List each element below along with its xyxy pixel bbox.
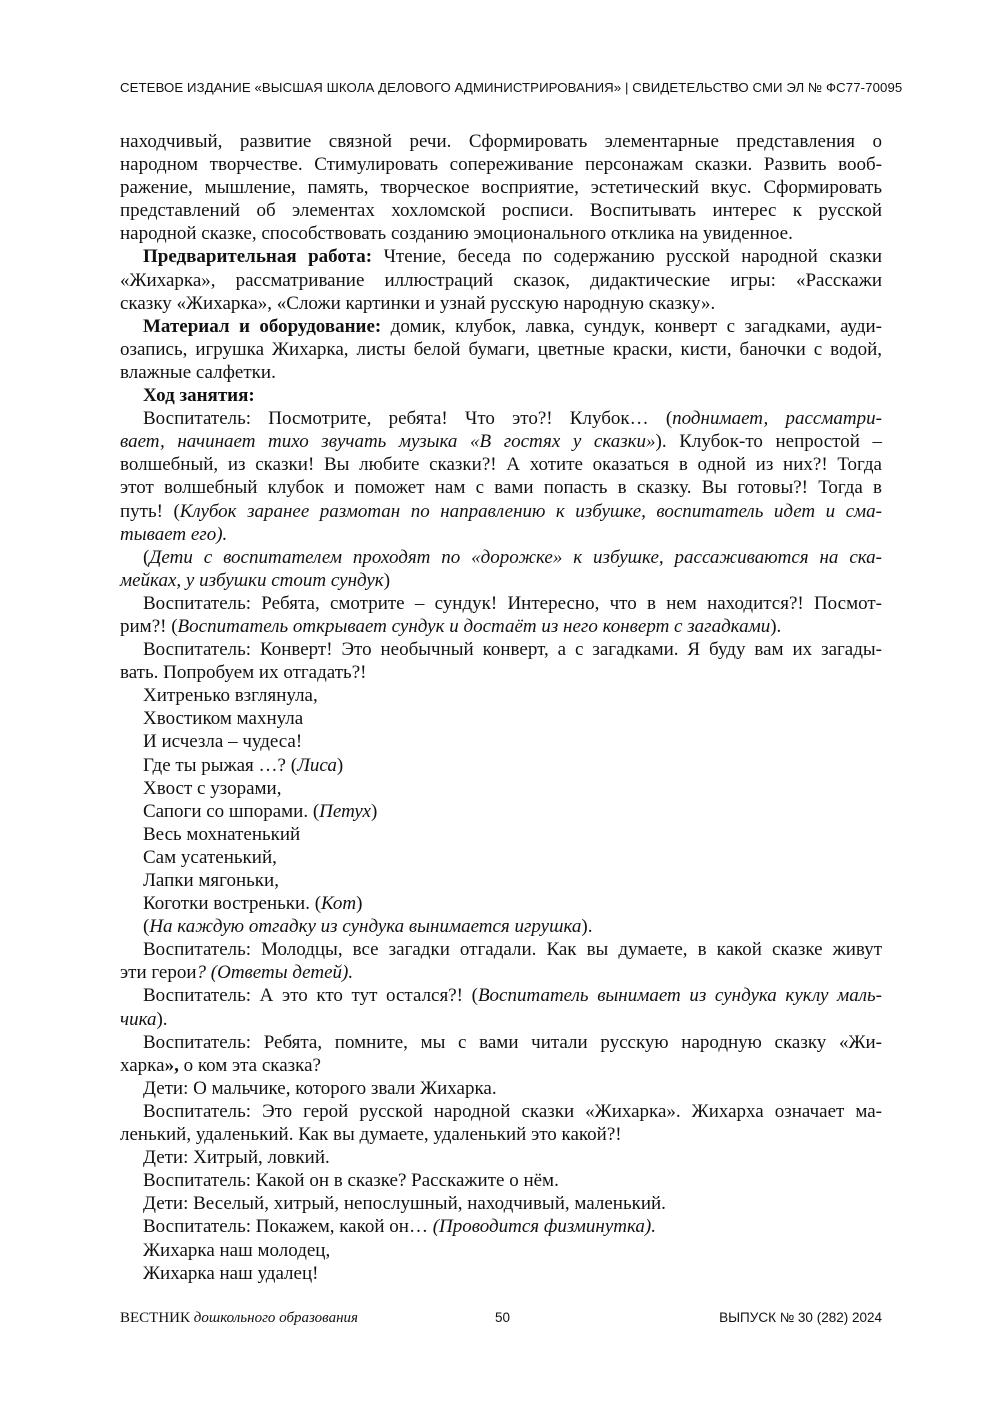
italic-span: Воспитатель открывает сундук и достаёт из него конверт с загадками (177, 615, 771, 637)
text-line (120, 961, 882, 984)
text-span: путь! ( (120, 500, 180, 522)
text-line: тывает его). (120, 523, 228, 545)
text-line: «Жихарка», рассматривание иллюстраций сказок, дидактические игры: «Расскажи (120, 269, 882, 291)
text-line: народном творчестве. Стимулировать сопереживание персонажам сказки. Развить вооб- (120, 154, 882, 176)
text-line (120, 1054, 882, 1077)
riddle-line (120, 800, 882, 823)
text-line: Воспитатель: Конверт! Это необычный конверт, а с загадками. Я буду вам их загады- (143, 639, 882, 661)
italic-span: На каждую отгадку из сундука вынимается игрушка (149, 916, 582, 938)
riddle-line: Хвостиком махнула (143, 708, 304, 730)
text-line (120, 615, 882, 638)
riddle-line (120, 754, 882, 777)
italic-span: Кот (321, 893, 357, 915)
text-line (120, 1215, 882, 1238)
text-span: ). (156, 1008, 168, 1030)
text-line: находчивый, развитие связной речи. Сформировать элементарные представления о (120, 131, 882, 152)
text-span: Где ты рыжая …? ( (143, 754, 298, 776)
text-span: ). (581, 916, 593, 938)
text-span: ) (370, 800, 378, 822)
text-line: Воспитатель: Какой он в сказке? Расскажите о нём. (143, 1170, 559, 1192)
text-span: эти герои (120, 962, 197, 984)
text-line: Воспитатель: Молодцы, все загадки отгадали. Как вы думаете, в какой сказке живут (143, 939, 882, 961)
journal-brand: ВЕСТНИК (120, 1310, 191, 1326)
text-span: ). (770, 615, 782, 637)
text-line (120, 315, 882, 338)
text-line: вать. Попробуем их отгадать?! (120, 662, 367, 684)
text-line (120, 915, 882, 938)
italic-span: вает, начинает тихо звучать музыка «В гостях у сказки» (120, 431, 656, 453)
text-line (120, 984, 882, 1007)
text-line: Воспитатель: Ребята, помните, мы с вами читали русскую народную сказку «Жи- (143, 1031, 882, 1053)
text-line: народной сказке, способствовать созданию эмоционального отклика на увиденное. (120, 223, 793, 245)
text-line: озапись, игрушка Жихарка, листы белой бумаги, цветные краски, кисти, баночки с водой, (120, 338, 882, 360)
issue-info: ВЫПУСК № 30 (282) 2024 (719, 1310, 882, 1325)
running-header: СЕТЕВОЕ ИЗДАНИЕ «ВЫСШАЯ ШКОЛА ДЕЛОВОГО АДМИНИСТРИРОВАНИЯ» | СВИДЕТЕЛЬСТВО СМИ ЭЛ № ФС77-70095 (120, 80, 903, 95)
text-line (120, 407, 882, 430)
italic-span: Дети с воспитателем проходят по «дорожке» к избушке, рассаживаются на ска- (149, 546, 882, 568)
page-footer (120, 1310, 882, 1330)
text-line: этот волшебный клубок и поможет нам с вами попасть в сказку. Вы готовы?! Тогда в (120, 477, 882, 499)
text-span: харка (120, 1054, 165, 1076)
journal-title (120, 1310, 358, 1327)
italic-span: Петух (319, 800, 371, 822)
riddle-line: Лапки мягоньки, (143, 870, 279, 891)
text-span: ) (356, 893, 363, 915)
section-label-materials: Материал и оборудование: (143, 315, 382, 337)
text-line: Дети: Веселый, хитрый, непослушный, находчивый, маленький. (143, 1193, 666, 1215)
text-span: Воспитатель: Посмотрите, ребята! Что это?! Клубок… ( (143, 408, 673, 430)
text-span: Коготки востреньки. ( (143, 893, 322, 915)
page-number: 50 (495, 1310, 511, 1325)
italic-span: Клубок заранее размотан по направлению к избушке, воспитатель идет и сма- (179, 500, 882, 522)
italic-span: (Проводится физминутка). (432, 1216, 656, 1238)
text-span: Чтение, беседа по содержанию русской народной сказки (372, 246, 882, 268)
text-line: Дети: О мальчике, которого звали Жихарка. (143, 1077, 497, 1099)
riddle-line (120, 892, 882, 915)
text-span: ) (336, 754, 344, 776)
riddle-line: Хвост с узорами, (143, 777, 282, 799)
text-span: домик, клубок, лавка, сундук, конверт с загадками, ауди- (381, 315, 882, 337)
section-heading-lesson: Ход занятия: (143, 385, 255, 407)
text-line: Жихарка наш удалец! (143, 1262, 319, 1284)
bold-span: », (164, 1054, 179, 1076)
italic-span: мейках, у избушки стоит сундук (120, 569, 384, 591)
text-line: волшебный, из сказки! Вы любите сказки?! А хотите оказаться в одной из них?! Тогда (120, 454, 882, 476)
text-span: ( (143, 916, 150, 938)
italic-span: ? (Ответы детей). (196, 962, 354, 984)
text-line: Воспитатель: Это герой русской народной сказки «Жихарка». Жихарха означает ма- (143, 1100, 882, 1122)
text-span: ( (143, 546, 150, 568)
text-line (120, 500, 882, 523)
article-body (120, 130, 882, 1285)
italic-span: Лиса (297, 754, 337, 776)
text-span: о ком эта сказка? (178, 1054, 321, 1076)
italic-span: чика (120, 1008, 157, 1030)
text-span: Воспитатель: Покажем, какой он… (143, 1216, 433, 1238)
journal-subtitle: дошкольного образования (193, 1310, 358, 1326)
riddle-line: Сам усатенький, (143, 846, 277, 868)
text-line: Жихарка наш молодец, (143, 1239, 331, 1261)
text-line: Дети: Хитрый, ловкий. (143, 1147, 330, 1169)
text-span: ). Клубок-то непростой – (655, 431, 882, 453)
riddle-line: И исчезла – чудеса! (143, 731, 303, 753)
text-line: сказку «Жихарка», «Сложи картинки и узнай русскую народную сказку». (120, 292, 716, 314)
text-line (120, 1008, 882, 1031)
text-line: представлений об элементах хохломской росписи. Воспитывать интерес к русской (120, 200, 882, 222)
riddle-line: Весь мохнатенький (143, 823, 301, 845)
section-label-preliminary: Предварительная работа: (143, 246, 373, 268)
italic-span: Воспитатель вынимает из сундука куклу маль- (477, 985, 883, 1007)
text-span: Воспитатель: А это кто тут остался?! ( (143, 985, 478, 1007)
text-span: ) (383, 569, 391, 591)
text-line (120, 546, 882, 569)
text-line: ленький, удаленький. Как вы думаете, удаленький это какой?! (120, 1124, 622, 1146)
text-line (120, 569, 882, 592)
text-line (120, 430, 882, 453)
italic-span: поднимает, рассматри- (672, 408, 882, 430)
text-line: влажные салфетки. (120, 361, 276, 383)
text-line: ражение, мышление, память, творческое восприятие, эстетический вкус. Сформировать (120, 177, 882, 199)
text-line (120, 245, 882, 268)
text-line: Воспитатель: Ребята, смотрите – сундук! Интересно, что в нем находится?! Посмот- (143, 592, 882, 614)
text-span: рим?! ( (120, 615, 178, 637)
riddle-line: Хитренько взглянула, (143, 685, 318, 707)
text-span: Сапоги со шпорами. ( (143, 800, 320, 822)
